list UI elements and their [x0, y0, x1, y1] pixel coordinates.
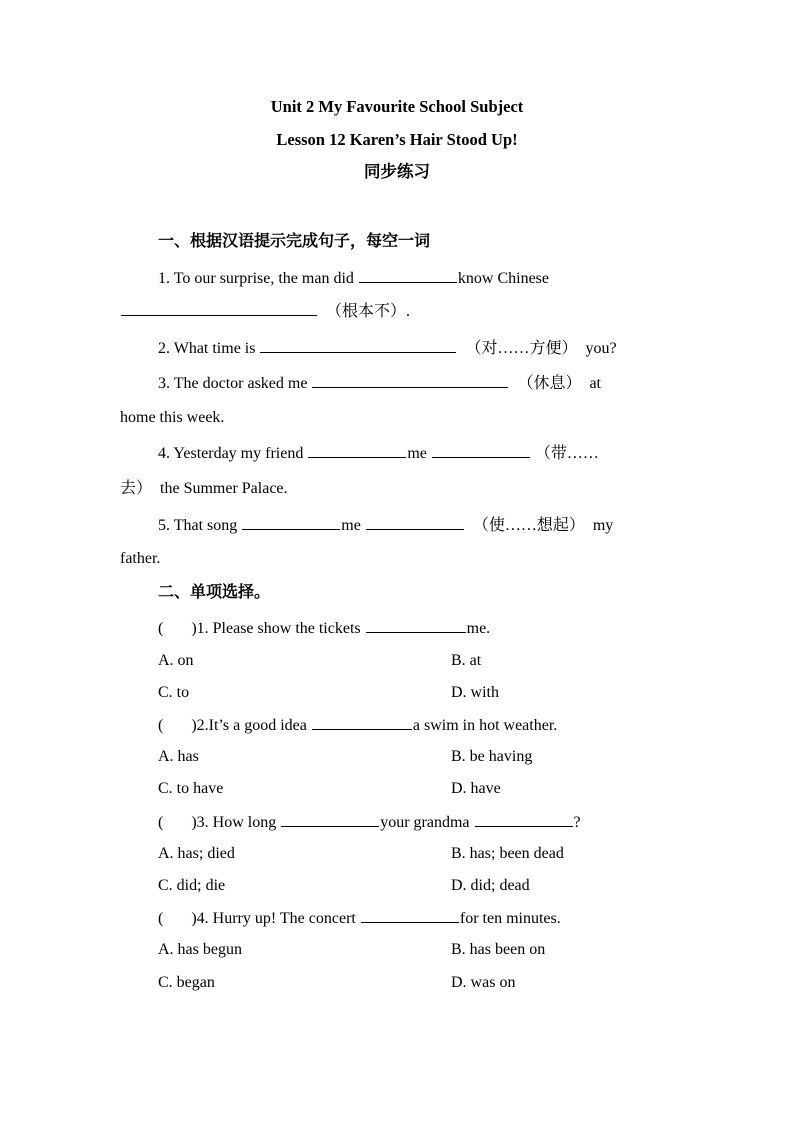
lesson-title: Lesson 12 Karen’s Hair Stood Up!: [276, 130, 518, 149]
s2-q2-stem: [158, 715, 557, 736]
s2-q4-option-d: D. was on: [451, 974, 516, 991]
s2-q3-blank-2: [475, 812, 573, 827]
s2-q4-open-paren: (: [158, 910, 164, 927]
s1-q5-line1: [158, 515, 613, 536]
s1-q3-blank: [312, 373, 508, 388]
s1-q5-blank-1: [242, 515, 340, 530]
s1-q4-hint-2: 去）: [120, 480, 153, 497]
s1-q5-hint: （使……想起）: [472, 517, 585, 534]
s1-q4-blank-1: [308, 443, 406, 458]
s1-q2-text-a: 2. What time is: [158, 340, 260, 357]
s2-q1-option-c: C. to: [158, 684, 190, 701]
s2-q1-option-d: D. with: [451, 684, 499, 701]
s1-q1-blank-2: [121, 301, 317, 316]
s1-q4-text-b: me: [407, 445, 431, 462]
s1-q4-line2: [120, 479, 288, 499]
section1-heading: 一、根据汉语提示完成句子，每空一词: [158, 233, 431, 250]
s2-q1-blank: [366, 618, 466, 633]
s1-q5-line2: father.: [120, 550, 161, 567]
s1-q3-hint: （休息）: [517, 375, 582, 392]
s2-q4-option-a: A. has begun: [158, 941, 242, 958]
s1-q4-line1: [158, 443, 599, 464]
s1-q2-hint: （对……方便）: [465, 340, 578, 357]
s2-q3-option-d: D. did; dead: [451, 877, 530, 894]
s2-q4-stem: [158, 908, 561, 929]
s1-q2-line: [158, 338, 617, 359]
s1-q4-text-e: the Summer Palace.: [160, 480, 288, 497]
s2-q2-option-b: B. be having: [451, 748, 533, 765]
unit-title: Unit 2 My Favourite School Subject: [270, 97, 524, 116]
s2-q3-open-paren: (: [158, 814, 164, 831]
s2-q1-option-a: A. on: [158, 652, 194, 669]
s1-q1-text-b: know Chinese: [457, 270, 549, 287]
s1-q1-blank-1: [359, 268, 457, 283]
s2-q3-mid: your grandma: [380, 814, 474, 831]
s2-q1-stem: [158, 618, 490, 639]
s2-q2-option-d: D. have: [451, 780, 501, 797]
s2-q4-text: )4. Hurry up! The concert: [191, 910, 360, 927]
s2-q4-option-b: B. has been on: [451, 941, 546, 958]
s1-q1-line1: [158, 268, 549, 289]
s2-q2-text: )2.It’s a good idea: [191, 717, 311, 734]
s1-q1-line2: [120, 301, 410, 322]
s1-q5-text-a: 5. That song: [158, 517, 242, 534]
s2-q3-option-a: A. has; died: [158, 845, 235, 862]
s1-q4-text-a: 4. Yesterday my friend: [158, 445, 308, 462]
s2-q2-option-a: A. has: [158, 748, 199, 765]
s2-q2-open-paren: (: [158, 717, 164, 734]
s1-q5-text-b: me: [341, 517, 365, 534]
s2-q3-end: ?: [573, 814, 581, 831]
s1-q5-text-d: my: [592, 517, 614, 534]
s1-q3-text-a: 3. The doctor asked me: [158, 375, 312, 392]
s2-q2-option-c: C. to have: [158, 780, 224, 797]
s2-q2-end: a swim in hot weather.: [412, 717, 558, 734]
s1-q1-text-a: 1. To our surprise, the man did: [158, 270, 358, 287]
s1-q5-blank-2: [366, 515, 464, 530]
s2-q1-open-paren: (: [158, 620, 164, 637]
s1-q3-text-c: at: [589, 375, 601, 392]
s2-q1-end: me.: [466, 620, 491, 637]
s2-q3-blank-1: [281, 812, 379, 827]
section2-heading: 二、单项选择。: [158, 584, 271, 601]
s1-q3-line2: home this week.: [120, 409, 225, 426]
s1-q1-text-c: （根本不）.: [326, 303, 411, 320]
s1-q4-hint-1: （带……: [534, 445, 599, 462]
s2-q4-option-c: C. began: [158, 974, 215, 991]
s2-q4-blank: [361, 908, 459, 923]
s1-q2-text-c: you?: [585, 340, 617, 357]
s2-q3-option-b: B. has; been dead: [451, 845, 564, 862]
s2-q3-text: )3. How long: [191, 814, 281, 831]
s1-q3-line1: [158, 373, 601, 394]
s2-q1-text: )1. Please show the tickets: [191, 620, 365, 637]
s2-q2-blank: [312, 715, 412, 730]
s2-q3-option-c: C. did; die: [158, 877, 226, 894]
s1-q2-blank: [260, 338, 456, 353]
s2-q1-option-b: B. at: [451, 652, 482, 669]
page-subtitle: 同步练习: [364, 162, 430, 181]
s1-q4-blank-2: [432, 443, 530, 458]
s2-q4-end: for ten minutes.: [459, 910, 561, 927]
s2-q3-stem: [158, 812, 581, 833]
